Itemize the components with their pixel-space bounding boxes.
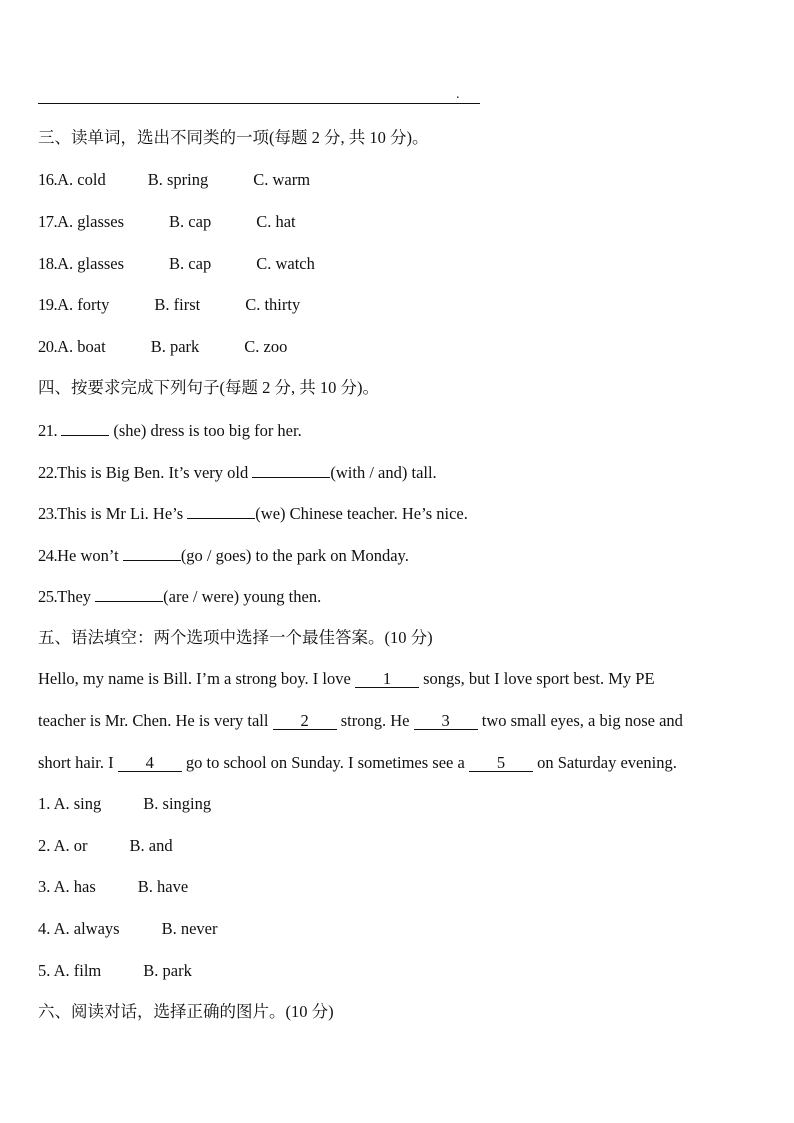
- option-b: B. cap: [169, 254, 212, 273]
- option-a: A. sing: [53, 794, 102, 813]
- question-number: 24.: [38, 546, 58, 565]
- option-number: 5.: [38, 961, 51, 980]
- passage-line-3: [38, 753, 677, 773]
- passage-line-2: [38, 711, 683, 731]
- question-number: 21.: [38, 421, 58, 440]
- sentence-start: This is Mr Li. He’s: [57, 504, 184, 523]
- option-number: 2.: [38, 836, 51, 855]
- question-25: [38, 586, 321, 607]
- passage-text: songs, but I love sport best. My PE: [423, 669, 655, 688]
- section-4-heading: 四、按要求完成下列句子(每题 2 分, 共 10 分)。: [38, 378, 379, 397]
- option-a: A. glasses: [57, 212, 125, 231]
- question-number: 20.: [38, 337, 58, 356]
- option-b: B. spring: [147, 170, 209, 189]
- answer-blank[interactable]: [61, 420, 109, 436]
- option-c: C. warm: [253, 170, 311, 189]
- question-21: [38, 420, 302, 441]
- question-number: 23.: [38, 504, 58, 523]
- option-row-5: [38, 961, 192, 981]
- sentence-start: They: [57, 587, 92, 606]
- option-b: B. and: [129, 836, 173, 855]
- question-20: [38, 337, 287, 357]
- option-a: A. has: [53, 877, 96, 896]
- question-number: 25.: [38, 587, 58, 606]
- question-16: [38, 170, 310, 190]
- question-number: 22.: [38, 463, 58, 482]
- passage-text: teacher is Mr. Chen. He is very tall: [38, 711, 269, 730]
- question-17: [38, 212, 296, 232]
- option-row-1: [38, 794, 211, 814]
- passage-text: Hello, my name is Bill. I’m a strong boy. I love: [38, 669, 351, 688]
- passage-text: on Saturday evening.: [537, 753, 677, 772]
- option-row-4: [38, 919, 217, 939]
- sentence-end: (she) dress is too big for her.: [113, 421, 302, 440]
- sentence-start: This is Big Ben. It’s very old: [57, 463, 249, 482]
- option-a: A. glasses: [57, 254, 125, 273]
- passage-text: strong. He: [340, 711, 410, 730]
- section-6-heading: 六、阅读对话，选择正确的图片。(10 分): [38, 1002, 334, 1021]
- question-18: [38, 254, 315, 274]
- sentence-end: (are / were) young then.: [163, 587, 322, 606]
- option-row-3: [38, 877, 188, 897]
- answer-blank[interactable]: [123, 545, 181, 561]
- option-b: B. never: [161, 919, 218, 938]
- option-a: A. forty: [57, 295, 110, 314]
- option-a: A. or: [53, 836, 88, 855]
- section-3-heading: 三、读单词，选出不同类的一项(每题 2 分, 共 10 分)。: [38, 128, 429, 147]
- passage-text: go to school on Sunday. I sometimes see a: [185, 753, 465, 772]
- question-19: [38, 295, 300, 315]
- top-dot: .: [456, 87, 460, 102]
- option-b: B. cap: [169, 212, 212, 231]
- sentence-start: He won’t: [57, 546, 119, 565]
- sentence-end: (we) Chinese teacher. He’s nice.: [255, 504, 468, 523]
- question-number: 18.: [38, 254, 58, 273]
- passage-text: two small eyes, a big nose and: [481, 711, 683, 730]
- option-a: A. cold: [57, 170, 106, 189]
- option-a: A. film: [53, 961, 102, 980]
- question-22: [38, 462, 437, 483]
- sentence-end: (go / goes) to the park on Monday.: [180, 546, 409, 565]
- numbered-blank-2[interactable]: 2: [273, 712, 337, 730]
- answer-line: [38, 103, 480, 104]
- option-b: B. have: [137, 877, 189, 896]
- option-c: C. hat: [256, 212, 296, 231]
- question-number: 17.: [38, 212, 58, 231]
- question-number: 19.: [38, 295, 58, 314]
- section-5-heading: 五、语法填空：两个选项中选择一个最佳答案。(10 分): [38, 628, 433, 647]
- numbered-blank-3[interactable]: 3: [414, 712, 478, 730]
- sentence-end: (with / and) tall.: [330, 463, 437, 482]
- option-number: 1.: [38, 794, 51, 813]
- question-23: [38, 503, 468, 524]
- answer-blank[interactable]: [187, 503, 255, 519]
- passage-text: short hair. I: [38, 753, 114, 772]
- question-24: [38, 545, 409, 566]
- option-b: B. first: [154, 295, 201, 314]
- passage-line-1: [38, 669, 655, 689]
- answer-blank[interactable]: [95, 586, 163, 602]
- option-c: C. thirty: [245, 295, 301, 314]
- answer-blank[interactable]: [252, 462, 330, 478]
- option-b: B. park: [143, 961, 192, 980]
- option-b: B. park: [150, 337, 200, 356]
- option-c: C. zoo: [244, 337, 288, 356]
- option-number: 4.: [38, 919, 51, 938]
- option-number: 3.: [38, 877, 51, 896]
- option-c: C. watch: [256, 254, 315, 273]
- option-a: A. boat: [57, 337, 106, 356]
- numbered-blank-4[interactable]: 4: [118, 754, 182, 772]
- numbered-blank-1[interactable]: 1: [355, 670, 419, 688]
- numbered-blank-5[interactable]: 5: [469, 754, 533, 772]
- option-b: B. singing: [143, 794, 212, 813]
- option-row-2: [38, 836, 173, 856]
- option-a: A. always: [53, 919, 120, 938]
- question-number: 16.: [38, 170, 58, 189]
